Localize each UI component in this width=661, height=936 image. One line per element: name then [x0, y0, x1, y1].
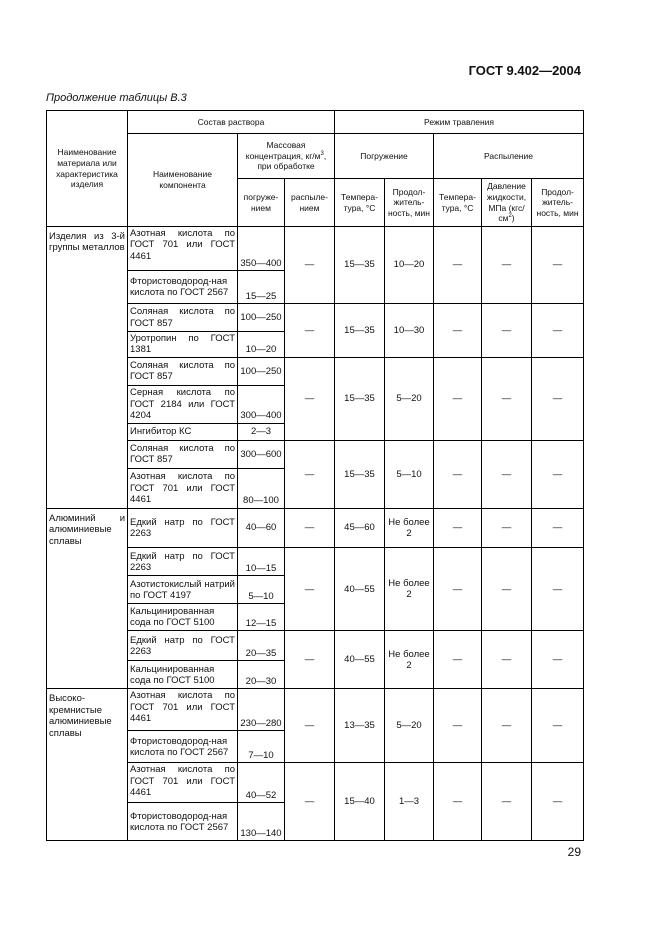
product-cell-continued [47, 304, 128, 358]
component-cell: Кальцинированная сода по ГОСТ 5100 [128, 604, 238, 631]
header-spraying: Распыление [434, 134, 584, 179]
component-cell: Фтористоводород-ная кислота по ГОСТ 2567 [128, 803, 238, 841]
conc-immersion-cell: 20—35 [238, 631, 285, 661]
conc-immersion-cell: 7—10 [238, 731, 285, 763]
duration-immersion-cell: 10—30 [385, 304, 434, 358]
header-product: Наименование материала или характеристика изделия [47, 111, 128, 227]
conc-spraying-cell: — [285, 357, 335, 440]
temp-immersion-cell: 40—55 [335, 548, 385, 631]
pressure-cell: — [482, 763, 532, 841]
table-row [47, 357, 584, 385]
conc-immersion-cell: 20—30 [238, 661, 285, 689]
temp-immersion-cell: 15—35 [335, 304, 385, 358]
header-solution-composition: Состав раствора [128, 111, 335, 134]
duration-spraying-cell: — [532, 689, 584, 763]
product-cell: Алюминий и алюминиевые сплавы [47, 508, 128, 548]
header-duration-immersion: Продол-житель-ность, мин [385, 179, 434, 227]
duration-spraying-cell: — [532, 227, 584, 304]
temp-spraying-cell: — [434, 440, 482, 508]
temp-spraying-cell: — [434, 357, 482, 440]
temp-immersion-cell: 40—55 [335, 631, 385, 689]
header-mass-concentration: Массовая концентрация, $кг/м^3$, при обработке [238, 134, 335, 179]
conc-spraying-cell: — [285, 304, 335, 358]
temp-immersion-cell: 15—35 [335, 440, 385, 508]
table-row [47, 508, 584, 548]
pressure-cell: — [482, 631, 532, 689]
header-temp-spraying: Темпера-тура, °С [434, 179, 482, 227]
conc-immersion-cell: 350—400 [238, 227, 285, 271]
conc-immersion-cell: 12—15 [238, 604, 285, 631]
conc-immersion-cell: 230—280 [238, 689, 285, 731]
duration-immersion-cell: 5—20 [385, 689, 434, 763]
conc-spraying-cell: — [285, 689, 335, 763]
duration-spraying-cell: — [532, 631, 584, 689]
component-cell: Азотная кислота по ГОСТ 701 или ГОСТ 4461 [128, 689, 238, 731]
conc-immersion-cell: 300—400 [238, 385, 285, 423]
table-row [47, 227, 584, 271]
duration-immersion-cell: Не более 2 [385, 508, 434, 548]
temp-spraying-cell: — [434, 508, 482, 548]
component-cell: Едкий натр по ГОСТ 2263 [128, 631, 238, 661]
component-cell: Азотная кислота по ГОСТ 701 или ГОСТ 4461 [128, 468, 238, 508]
component-cell: Азотная кислота по ГОСТ 701 или ГОСТ 4461 [128, 227, 238, 271]
table-row [47, 689, 584, 731]
temp-immersion-cell: 15—35 [335, 357, 385, 440]
conc-spraying-cell: — [285, 763, 335, 841]
conc-spraying-cell: — [285, 508, 335, 548]
duration-immersion-cell: Не более 2 [385, 631, 434, 689]
pressure-cell: — [482, 508, 532, 548]
conc-immersion-cell: 10—20 [238, 332, 285, 358]
temp-spraying-cell: — [434, 763, 482, 841]
pressure-cell: — [482, 689, 532, 763]
duration-spraying-cell: — [532, 548, 584, 631]
table-row [47, 548, 584, 576]
conc-immersion-cell: 40—52 [238, 763, 285, 803]
page-number: 29 [567, 845, 581, 859]
temp-immersion-cell: 13—35 [335, 689, 385, 763]
product-cell: Изделия из 3-й группы металлов [47, 227, 128, 304]
temp-immersion-cell: 15—35 [335, 227, 385, 304]
conc-immersion-cell: 100—250 [238, 357, 285, 385]
duration-spraying-cell: — [532, 763, 584, 841]
temp-immersion-cell: 45—60 [335, 508, 385, 548]
conc-immersion-cell: 130—140 [238, 803, 285, 841]
header-immersion: Погружение [335, 134, 434, 179]
conc-spraying-cell: — [285, 440, 335, 508]
temp-spraying-cell: — [434, 227, 482, 304]
conc-immersion-cell: 10—15 [238, 548, 285, 576]
duration-immersion-cell: 5—20 [385, 357, 434, 440]
header-liquid-pressure: Давление жидкости, МПа $(кгс/см^2)$ [482, 179, 532, 227]
conc-immersion-cell: 40—60 [238, 508, 285, 548]
etching-modes-table [46, 110, 584, 841]
component-cell: Кальцинированная сода по ГОСТ 5100 [128, 661, 238, 689]
pressure-cell: — [482, 440, 532, 508]
temp-spraying-cell: — [434, 548, 482, 631]
table-caption: Продолжение таблицы В.3 [46, 92, 187, 104]
table-row [47, 304, 584, 332]
header-conc-spraying: распыле-нием [285, 179, 335, 227]
table-row [47, 763, 584, 803]
conc-spraying-cell: — [285, 631, 335, 689]
header-duration-spraying: Продол-житель-ность, мин [532, 179, 584, 227]
conc-immersion-cell: 5—10 [238, 576, 285, 604]
header-component-name: Наименование компонента [128, 134, 238, 227]
component-cell: Соляная кислота по ГОСТ 857 [128, 357, 238, 385]
table-header [47, 111, 584, 227]
product-cell-continued [47, 357, 128, 508]
component-cell: Фтористоводород-ная кислота по ГОСТ 2567 [128, 731, 238, 763]
document-id: ГОСТ 9.402—2004 [468, 63, 581, 78]
conc-immersion-cell: 2—3 [238, 423, 285, 440]
conc-immersion-cell: 100—250 [238, 304, 285, 332]
component-cell: Уротропин по ГОСТ 1381 [128, 332, 238, 358]
component-cell: Фтористоводород-ная кислота по ГОСТ 2567 [128, 271, 238, 304]
conc-immersion-cell: 300—600 [238, 440, 285, 468]
conc-spraying-cell: — [285, 227, 335, 304]
temp-spraying-cell: — [434, 304, 482, 358]
header-conc-immersion: погруже-нием [238, 179, 285, 227]
header-etching-mode: Режим травления [335, 111, 584, 134]
temp-spraying-cell: — [434, 689, 482, 763]
component-cell: Едкий натр по ГОСТ 2263 [128, 508, 238, 548]
pressure-cell: — [482, 548, 532, 631]
duration-immersion-cell: 1—3 [385, 763, 434, 841]
duration-spraying-cell: — [532, 440, 584, 508]
component-cell: Азотистокислый натрий по ГОСТ 4197 [128, 576, 238, 604]
table-row [47, 440, 584, 468]
conc-spraying-cell: — [285, 548, 335, 631]
temp-spraying-cell: — [434, 631, 482, 689]
conc-immersion-cell: 15—25 [238, 271, 285, 304]
component-cell: Азотная кислота по ГОСТ 701 или ГОСТ 4461 [128, 763, 238, 803]
duration-spraying-cell: — [532, 304, 584, 358]
product-cell-continued [47, 548, 128, 689]
pressure-cell: — [482, 227, 532, 304]
product-cell: Высоко-кремнистые алюминиевые сплавы [47, 689, 128, 841]
pressure-cell: — [482, 304, 532, 358]
temp-immersion-cell: 15—40 [335, 763, 385, 841]
table-row [47, 631, 584, 661]
duration-spraying-cell: — [532, 508, 584, 548]
header-temp-immersion: Темпера-тура, °С [335, 179, 385, 227]
component-cell: Соляная кислота по ГОСТ 857 [128, 304, 238, 332]
pressure-cell: — [482, 357, 532, 440]
component-cell: Серная кислота по ГОСТ 2184 или ГОСТ 4204 [128, 385, 238, 423]
conc-immersion-cell: 80—100 [238, 468, 285, 508]
duration-immersion-cell: 10—20 [385, 227, 434, 304]
duration-immersion-cell: Не более 2 [385, 548, 434, 631]
duration-immersion-cell: 5—10 [385, 440, 434, 508]
duration-spraying-cell: — [532, 357, 584, 440]
component-cell: Соляная кислота по ГОСТ 857 [128, 440, 238, 468]
component-cell: Едкий натр по ГОСТ 2263 [128, 548, 238, 576]
component-cell: Ингибитор КС [128, 423, 238, 440]
